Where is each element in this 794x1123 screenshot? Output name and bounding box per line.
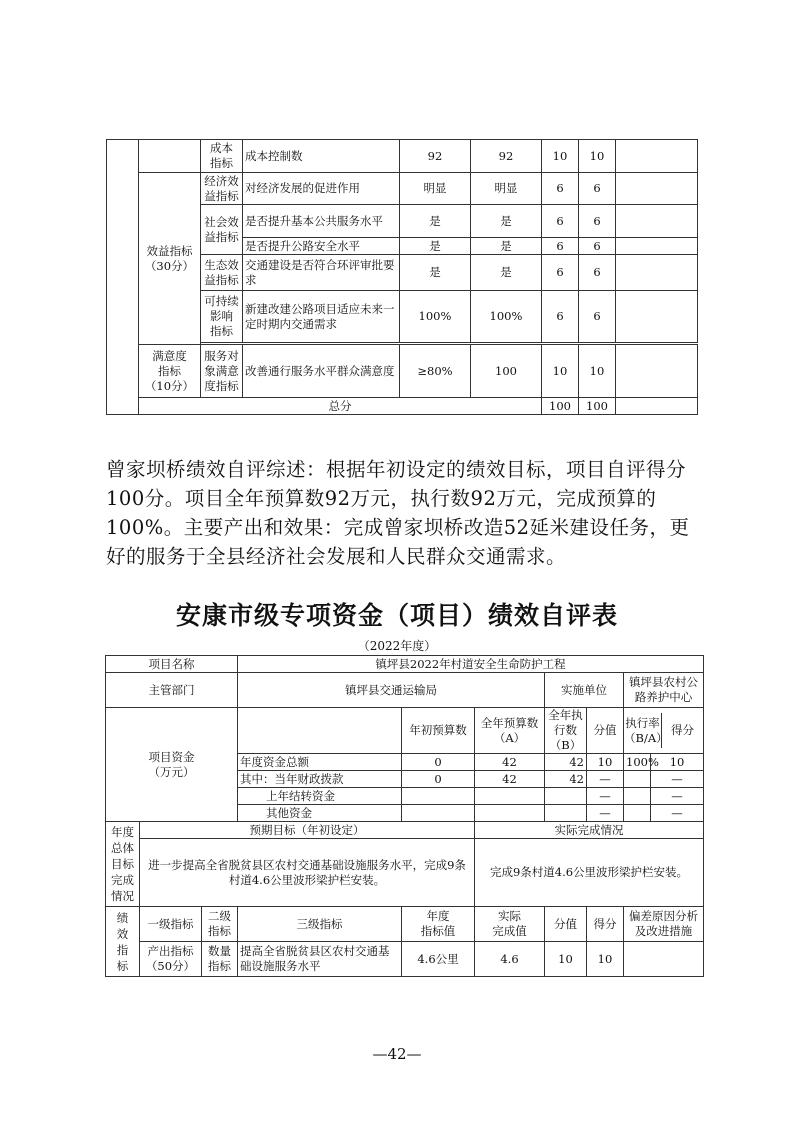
row-carryover-exec bbox=[545, 788, 587, 805]
row-other-initial bbox=[402, 805, 475, 822]
project-name-label: 项目名称 bbox=[106, 656, 238, 673]
p1-level3: 提高全省脱贫县区农村交通基础设施服务水平 bbox=[238, 942, 402, 977]
output-group-cell bbox=[139, 140, 201, 173]
p1-level2: 数量 指标 bbox=[202, 942, 238, 977]
social2-score: 6 bbox=[579, 238, 616, 255]
goal-actual: 完成9条村道4.6公里波形梁护栏安装。 bbox=[475, 839, 704, 907]
social1-metric: 是否提升基本公共服务水平 bbox=[243, 205, 400, 238]
sustain-metric: 新建改建公路项目适应未来一定时期内交通需求 bbox=[243, 291, 400, 343]
social-group-label: 社会效 益指标 bbox=[201, 205, 243, 255]
header-level3: 三级指标 bbox=[238, 907, 402, 942]
row-fiscal-weight: — bbox=[587, 771, 624, 788]
social1-actual: 是 bbox=[471, 205, 542, 238]
funds-label: 项目资金 （万元） bbox=[106, 708, 238, 822]
econ-group-label: 经济效 益指标 bbox=[201, 173, 243, 205]
total-label: 总分 bbox=[139, 398, 542, 415]
row-total-rate: 100% bbox=[624, 754, 651, 771]
row-total-initial: 0 bbox=[402, 754, 475, 771]
satisfaction-label: 满意度 指标 （10分） bbox=[139, 345, 201, 398]
social1-target: 是 bbox=[400, 205, 471, 238]
row-carryover-label: 上年结转资金 bbox=[238, 788, 402, 805]
econ-deviation bbox=[616, 173, 698, 205]
econ-score: 6 bbox=[579, 173, 616, 205]
header-initial-budget: 年初预算数 bbox=[402, 708, 475, 754]
econ-target: 明显 bbox=[400, 173, 471, 205]
impl-label: 实施单位 bbox=[545, 673, 624, 708]
social2-deviation bbox=[616, 238, 698, 255]
p1-deviation bbox=[624, 942, 704, 977]
row-carryover-annual bbox=[475, 788, 545, 805]
outer-group-cell bbox=[107, 140, 139, 415]
page-number: —42— bbox=[372, 1045, 422, 1063]
cost-deviation bbox=[616, 140, 698, 173]
header-weight: 分值 bbox=[587, 708, 624, 754]
row-fiscal-score: — bbox=[651, 771, 704, 788]
satisfaction-score: 10 bbox=[579, 345, 616, 398]
p1-target: 4.6公里 bbox=[402, 942, 475, 977]
form-year: （2022年度） bbox=[357, 639, 437, 653]
p1-actual: 4.6 bbox=[475, 942, 545, 977]
sustain-weight: 6 bbox=[542, 291, 579, 343]
social1-score: 6 bbox=[579, 205, 616, 238]
satisfaction-weight: 10 bbox=[542, 345, 579, 398]
form-title: 安康市级专项资金（项目）绩效自评表 bbox=[175, 601, 618, 630]
self-evaluation-summary: 曾家坝桥绩效自评综述：根据年初设定的绩效目标，项目自评得分100分。项目全年预算数92万元，执行数92万元，完成预算的100%。主要产出和效果：完成曾家坝桥改造52延米建设任务，更好的服务于全县经济社会发展和人民群众交通需求。 bbox=[106, 458, 690, 568]
row-total-score: 10 bbox=[651, 754, 704, 771]
funds-header-blank bbox=[238, 708, 402, 754]
sustain-target: 100% bbox=[400, 291, 471, 343]
goal-actual-header: 实际完成情况 bbox=[475, 822, 704, 839]
row-total-weight: 10 bbox=[587, 754, 624, 771]
row-fiscal-initial: 0 bbox=[402, 771, 475, 788]
social2-target: 是 bbox=[400, 238, 471, 255]
row-other-weight: — bbox=[587, 805, 624, 822]
eco-weight: 6 bbox=[542, 255, 579, 291]
social1-weight: 6 bbox=[542, 205, 579, 238]
header-perf-score: 得分 bbox=[587, 907, 624, 942]
cost-group-label: 成本 指标 bbox=[201, 140, 243, 173]
row-carryover-weight: — bbox=[587, 788, 624, 805]
row-total-label: 年度资金总额 bbox=[238, 754, 402, 771]
social2-actual: 是 bbox=[471, 238, 542, 255]
row-total-exec: 42 bbox=[545, 754, 587, 771]
p1-weight: 10 bbox=[545, 942, 587, 977]
eco-deviation bbox=[616, 255, 698, 291]
econ-weight: 6 bbox=[542, 173, 579, 205]
econ-metric: 对经济发展的促进作用 bbox=[243, 173, 400, 205]
header-level2: 二级 指标 bbox=[202, 907, 238, 942]
header-rate-and-score bbox=[624, 708, 704, 754]
row-fiscal-label: 其中：当年财政拨款 bbox=[238, 771, 402, 788]
total-deviation bbox=[616, 398, 698, 415]
row-other-annual bbox=[475, 805, 545, 822]
goal-expected-header: 预期目标（年初设定） bbox=[140, 822, 475, 839]
cost-weight: 10 bbox=[542, 140, 579, 173]
goal-expected: 进一步提高全省脱贫县区农村交通基础设施服务水平，完成9条村道4.6公里波形梁护栏安装。 bbox=[140, 839, 475, 907]
row-other-rate bbox=[624, 805, 651, 822]
impl-value: 镇坪县农村公路养护中心 bbox=[624, 673, 704, 708]
sustain-score: 6 bbox=[579, 291, 616, 343]
header-level1: 一级指标 bbox=[140, 907, 202, 942]
project-name: 镇坪县2022年村道安全生命防护工程 bbox=[238, 656, 704, 673]
social2-weight: 6 bbox=[542, 238, 579, 255]
total-weight: 100 bbox=[542, 398, 579, 415]
row-carryover-score: — bbox=[651, 788, 704, 805]
benefit-label: 效益指标 （30分） bbox=[139, 173, 201, 345]
header-actual-value: 实际 完成值 bbox=[475, 907, 545, 942]
header-annual-budget: 全年预算数 （A） bbox=[475, 708, 545, 754]
row-total-annual: 42 bbox=[475, 754, 545, 771]
social1-deviation bbox=[616, 205, 698, 238]
goal-label: 年度 总体 目标 完成 情况 bbox=[106, 822, 140, 907]
row-carryover-initial bbox=[402, 788, 475, 805]
header-perf-weight: 分值 bbox=[545, 907, 587, 942]
social2-metric: 是否提升公路安全水平 bbox=[243, 238, 400, 255]
header-executed: 全年执行数 （B） bbox=[545, 708, 587, 754]
eco-metric: 交通建设是否符合环评审批要求 bbox=[243, 255, 400, 291]
dept-value: 镇坪县交通运输局 bbox=[238, 673, 545, 708]
perf-label: 绩 效 指 标 bbox=[106, 907, 140, 977]
sustain-group-label: 可持续 影响 指标 bbox=[201, 291, 243, 343]
row-fiscal-rate bbox=[624, 771, 651, 788]
sustain-actual: 100% bbox=[471, 291, 542, 343]
performance-table-continued bbox=[106, 139, 698, 415]
header-score: 得分 bbox=[661, 713, 703, 748]
row-carryover-rate bbox=[624, 788, 651, 805]
econ-actual: 明显 bbox=[471, 173, 542, 205]
eco-actual: 是 bbox=[471, 255, 542, 291]
sustain-deviation bbox=[616, 291, 698, 343]
header-exec-rate: 执行率 （B/A） bbox=[624, 715, 668, 745]
satisfaction-deviation bbox=[616, 345, 698, 398]
eco-group-label: 生态效 益指标 bbox=[201, 255, 243, 291]
cost-metric: 成本控制数 bbox=[243, 140, 400, 173]
row-other-score: — bbox=[651, 805, 704, 822]
cost-score: 10 bbox=[579, 140, 616, 173]
row-other-exec bbox=[545, 805, 587, 822]
row-fiscal-annual: 42 bbox=[475, 771, 545, 788]
row-fiscal-exec: 42 bbox=[545, 771, 587, 788]
header-year-target: 年度 指标值 bbox=[402, 907, 475, 942]
satisfaction-actual: 100 bbox=[471, 345, 542, 398]
satisfaction-group-label: 服务对 象满意 度指标 bbox=[201, 345, 243, 398]
p1-score: 10 bbox=[587, 942, 624, 977]
satisfaction-target: ≥80% bbox=[400, 345, 471, 398]
eco-target: 是 bbox=[400, 255, 471, 291]
eco-score: 6 bbox=[579, 255, 616, 291]
cost-actual: 92 bbox=[471, 140, 542, 173]
satisfaction-metric: 改善通行服务水平群众满意度 bbox=[243, 345, 400, 398]
row-other-label: 其他资金 bbox=[238, 805, 402, 822]
total-score: 100 bbox=[579, 398, 616, 415]
performance-evaluation-table bbox=[105, 655, 704, 977]
header-deviation: 偏差原因分析 及改进措施 bbox=[624, 907, 704, 942]
p1-level1: 产出指标 （50分） bbox=[140, 942, 202, 977]
cost-target: 92 bbox=[400, 140, 471, 173]
dept-label: 主管部门 bbox=[106, 673, 238, 708]
